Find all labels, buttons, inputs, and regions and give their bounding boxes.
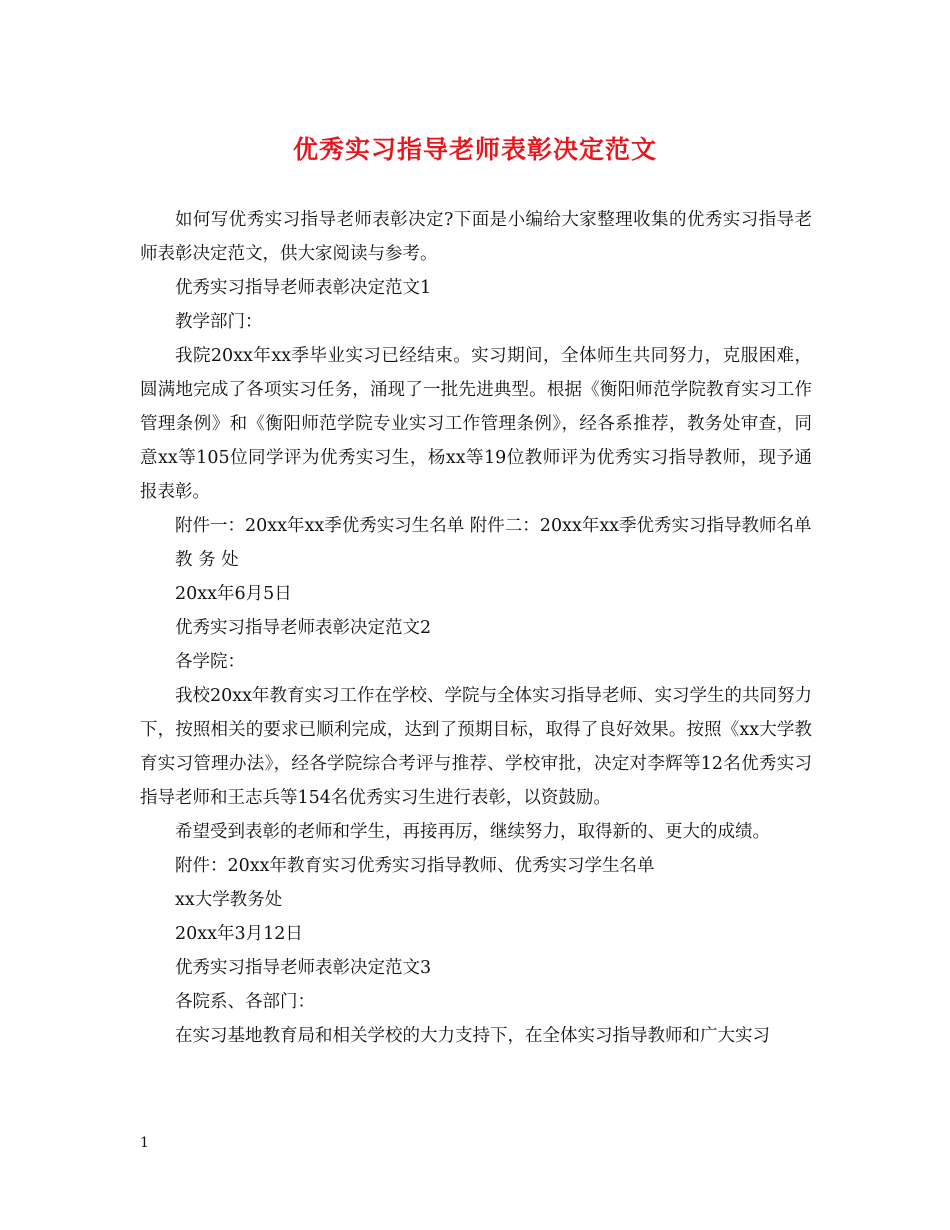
paragraph-body-3: 在实习基地教育局和相关学校的大力支持下，在全体实习指导教师和广大实习 (175, 1026, 770, 1046)
date-2: 20xx年3月12日 (175, 924, 303, 944)
salutation-1: 教学部门： (175, 312, 263, 332)
paragraph-body-1: 我院20xx年xx季毕业实习已经结束。实习期间，全体师生共同努力，克服困难，圆满地完成了各项实习任务，涌现了一批先进典型。根据《衡阳师范学院教育实习工作管理条例》和《衡阳师范学院专业实习工作管理条例》，经各系推荐，教务处审查，同意xx等105位同学评为优秀实习生，杨xx等19位教师评为优秀实习指导教师，现予通报表彰。 (140, 346, 812, 502)
page-number: 1 (140, 1135, 149, 1151)
paragraph-closing-2: 希望受到表彰的老师和学生，再接再厉，继续努力，取得新的、更大的成绩。 (175, 822, 770, 842)
section-heading-1: 优秀实习指导老师表彰决定范文1 (175, 278, 432, 298)
paragraph-body-2: 我校20xx年教育实习工作在学校、学院与全体实习指导老师、实习学生的共同努力下，按照相关的要求已顺利完成，达到了预期目标，取得了良好效果。按照《xx大学教育实习管理办法》，经各学院综合考评与推荐、学校审批，决定对李辉等12名优秀实习指导老师和王志兵等154名优秀实习生进行表彰，以资鼓励。 (140, 686, 813, 808)
attachment-line-1: 附件一：20xx年xx季优秀实习生名单 附件二：20xx年xx季优秀实习指导教师名单 (175, 516, 812, 536)
paragraph-intro: 如何写优秀实习指导老师表彰决定?下面是小编给大家整理收集的优秀实习指导老师表彰决定范文，供大家阅读与参考。 (140, 210, 812, 264)
signature-2: xx大学教务处 (175, 890, 283, 910)
signature-1: 教 务 处 (175, 550, 239, 570)
salutation-2: 各学院： (175, 652, 245, 672)
salutation-3: 各院系、各部门： (175, 992, 315, 1012)
date-1: 20xx年6月5日 (175, 584, 292, 604)
section-heading-3: 优秀实习指导老师表彰决定范文3 (175, 958, 432, 978)
section-heading-2: 优秀实习指导老师表彰决定范文2 (175, 618, 432, 638)
document-title: 优秀实习指导老师表彰决定范文 (292, 135, 657, 164)
attachment-line-2: 附件：20xx年教育实习优秀实习指导教师、优秀实习学生名单 (175, 856, 655, 876)
document-body (140, 203, 812, 1053)
